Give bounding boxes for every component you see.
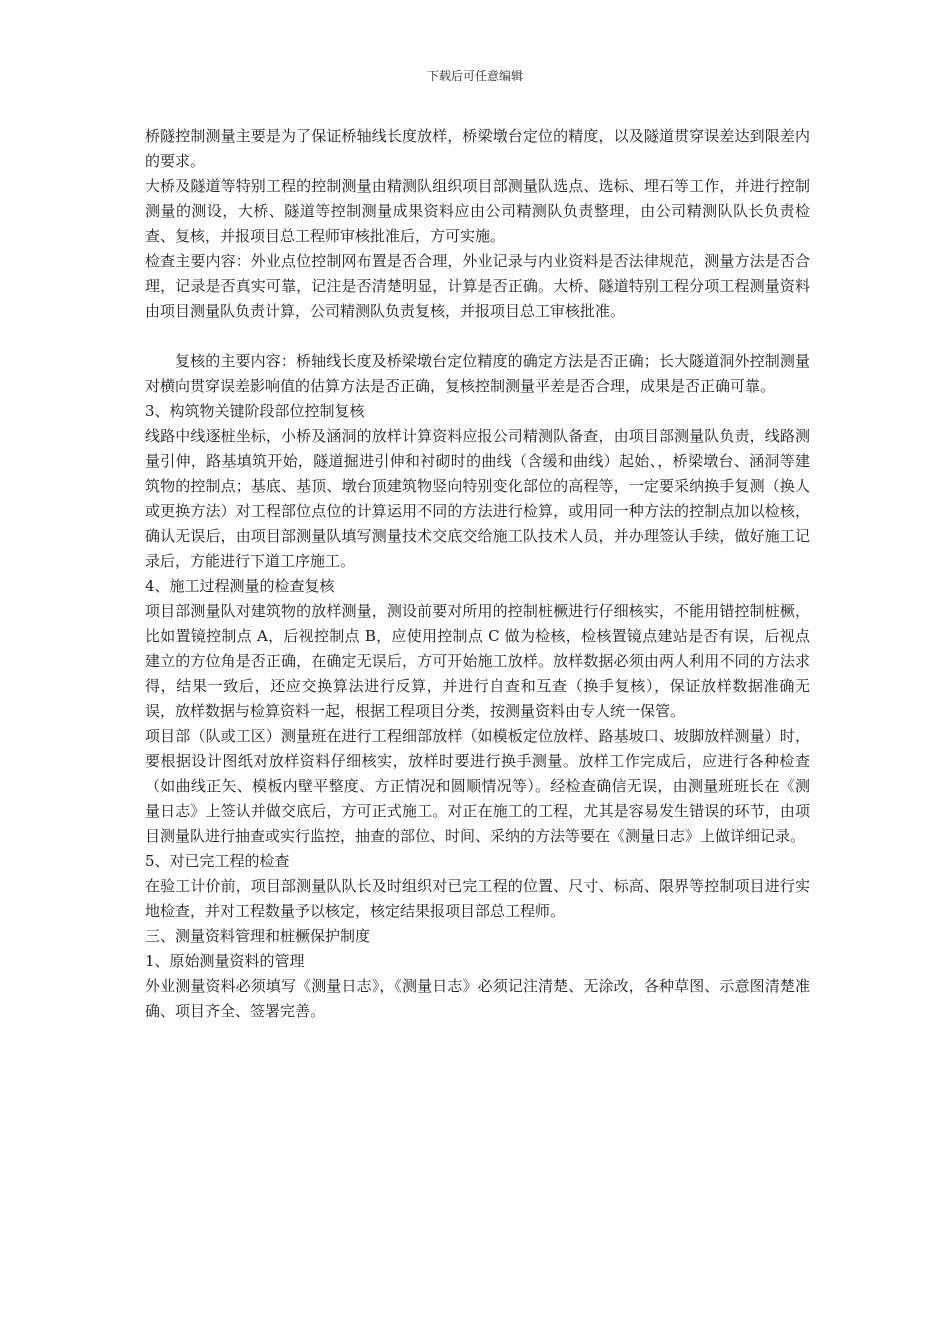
- paragraph: 大桥及隧道等特别工程的控制测量由精测队组织项目部测量队选点、选标、埋石等工作，并进行控制测量的测设，大桥、隧道等控制测量成果资料应由公司精测队负责整理，由公司精测队队长负责检查、复核，并报项目总工程师审核批准后，方可实施。: [145, 177, 810, 245]
- paragraph: 项目部（队或工区）测量班在进行工程细部放样（如模板定位放样、路基坡口、坡脚放样测量）时，要根据设计图纸对放样资料仔细核实，放样时要进行换手测量。放样工作完成后，应进行各种检查（如曲线正矢、模板内壁平整度、方正情况和圆顺情况等）。经检查确信无误，由测量班班长在《测量日志》上签认并做交底后，方可正式施工。对正在施工的工程，尤其是容易发生错误的环节，由项目测量队进行抽查或实行监控，抽查的部位、时间、采纳的方法等要在《测量日志》上做详细记录。: [145, 727, 810, 845]
- page-header: 下载后可任意编辑: [426, 69, 523, 83]
- paragraph: 检查主要内容：外业点位控制网布置是否合理，外业记录与内业资料是否法律规范，测量方法是否合理，记录是否真实可靠，记注是否清楚明显，计算是否正确。大桥、隧道特别工程分项工程测量资料由项目测量队负责计算，公司精测队负责复核，并报项目总工审核批准。: [145, 252, 810, 320]
- section-heading: 三、测量资料管理和桩橛保护制度: [145, 927, 371, 945]
- section-heading: 5、对已完工程的检查: [145, 852, 290, 870]
- paragraph: 外业测量资料必须填写《测量日志》，《测量日志》必须记注清楚、无涂改，各种草图、示意图清楚准确、项目齐全、签署完善。: [145, 977, 810, 1020]
- blank-line: [145, 324, 810, 349]
- section-heading: 1、原始测量资料的管理: [145, 952, 305, 970]
- paragraph: 项目部测量队对建筑物的放样测量，测设前要对所用的控制桩橛进行仔细核实，不能用错控制桩橛，比如置镜控制点 A，后视控制点 B，应使用控制点 C 做为检核，检核置镜点建站是否有误，后视点建立的方位角是否正确，在确定无误后，方可开始施工放样。放样数据必须由两人利用不同的方法求得，结果一致后，还应交换算法进行反算，并进行自查和互查（换手复核），保证放样数据准确无误，放样数据与检算资料一起，根据工程项目分类，按测量资料由专人统一保管。: [145, 602, 810, 720]
- section-heading: 4、施工过程测量的检查复核: [145, 577, 335, 595]
- paragraph: 复核的主要内容：桥轴线长度及桥梁墩台定位精度的确定方法是否正确；长大隧道洞外控制测量对横向贯穿误差影响值的估算方法是否正确，复核控制测量平差是否合理，成果是否正确可靠。: [145, 352, 810, 395]
- section-heading: 3、构筑物关键阶段部位控制复核: [145, 402, 365, 420]
- document-body: [145, 124, 810, 1024]
- paragraph: 桥隧控制测量主要是为了保证桥轴线长度放样，桥梁墩台定位的精度，以及隧道贯穿误差达到限差内的要求。: [145, 127, 810, 170]
- paragraph: 在验工计价前，项目部测量队队长及时组织对已完工程的位置、尺寸、标高、限界等控制项目进行实地检查，并对工程数量予以核定，核定结果报项目部总工程师。: [145, 877, 810, 920]
- paragraph: 线路中线逐桩坐标，小桥及涵洞的放样计算资料应报公司精测队备查，由项目部测量队负责，线路测量引伸，路基填筑开始，隧道掘进引伸和衬砌时的曲线（含缓和曲线）起始、，桥梁墩台、涵洞等建筑物的控制点；基底、基顶、墩台顶建筑物竖向特别变化部位的高程等，一定要采纳换手复测（换人或更换方法）对工程部位点位的计算运用不同的方法进行检算，或用同一种方法的控制点加以检核，确认无误后，由项目部测量队填写测量技术交底交给施工队技术人员，并办理签认手续，做好施工记录后，方能进行下道工序施工。: [145, 427, 810, 570]
